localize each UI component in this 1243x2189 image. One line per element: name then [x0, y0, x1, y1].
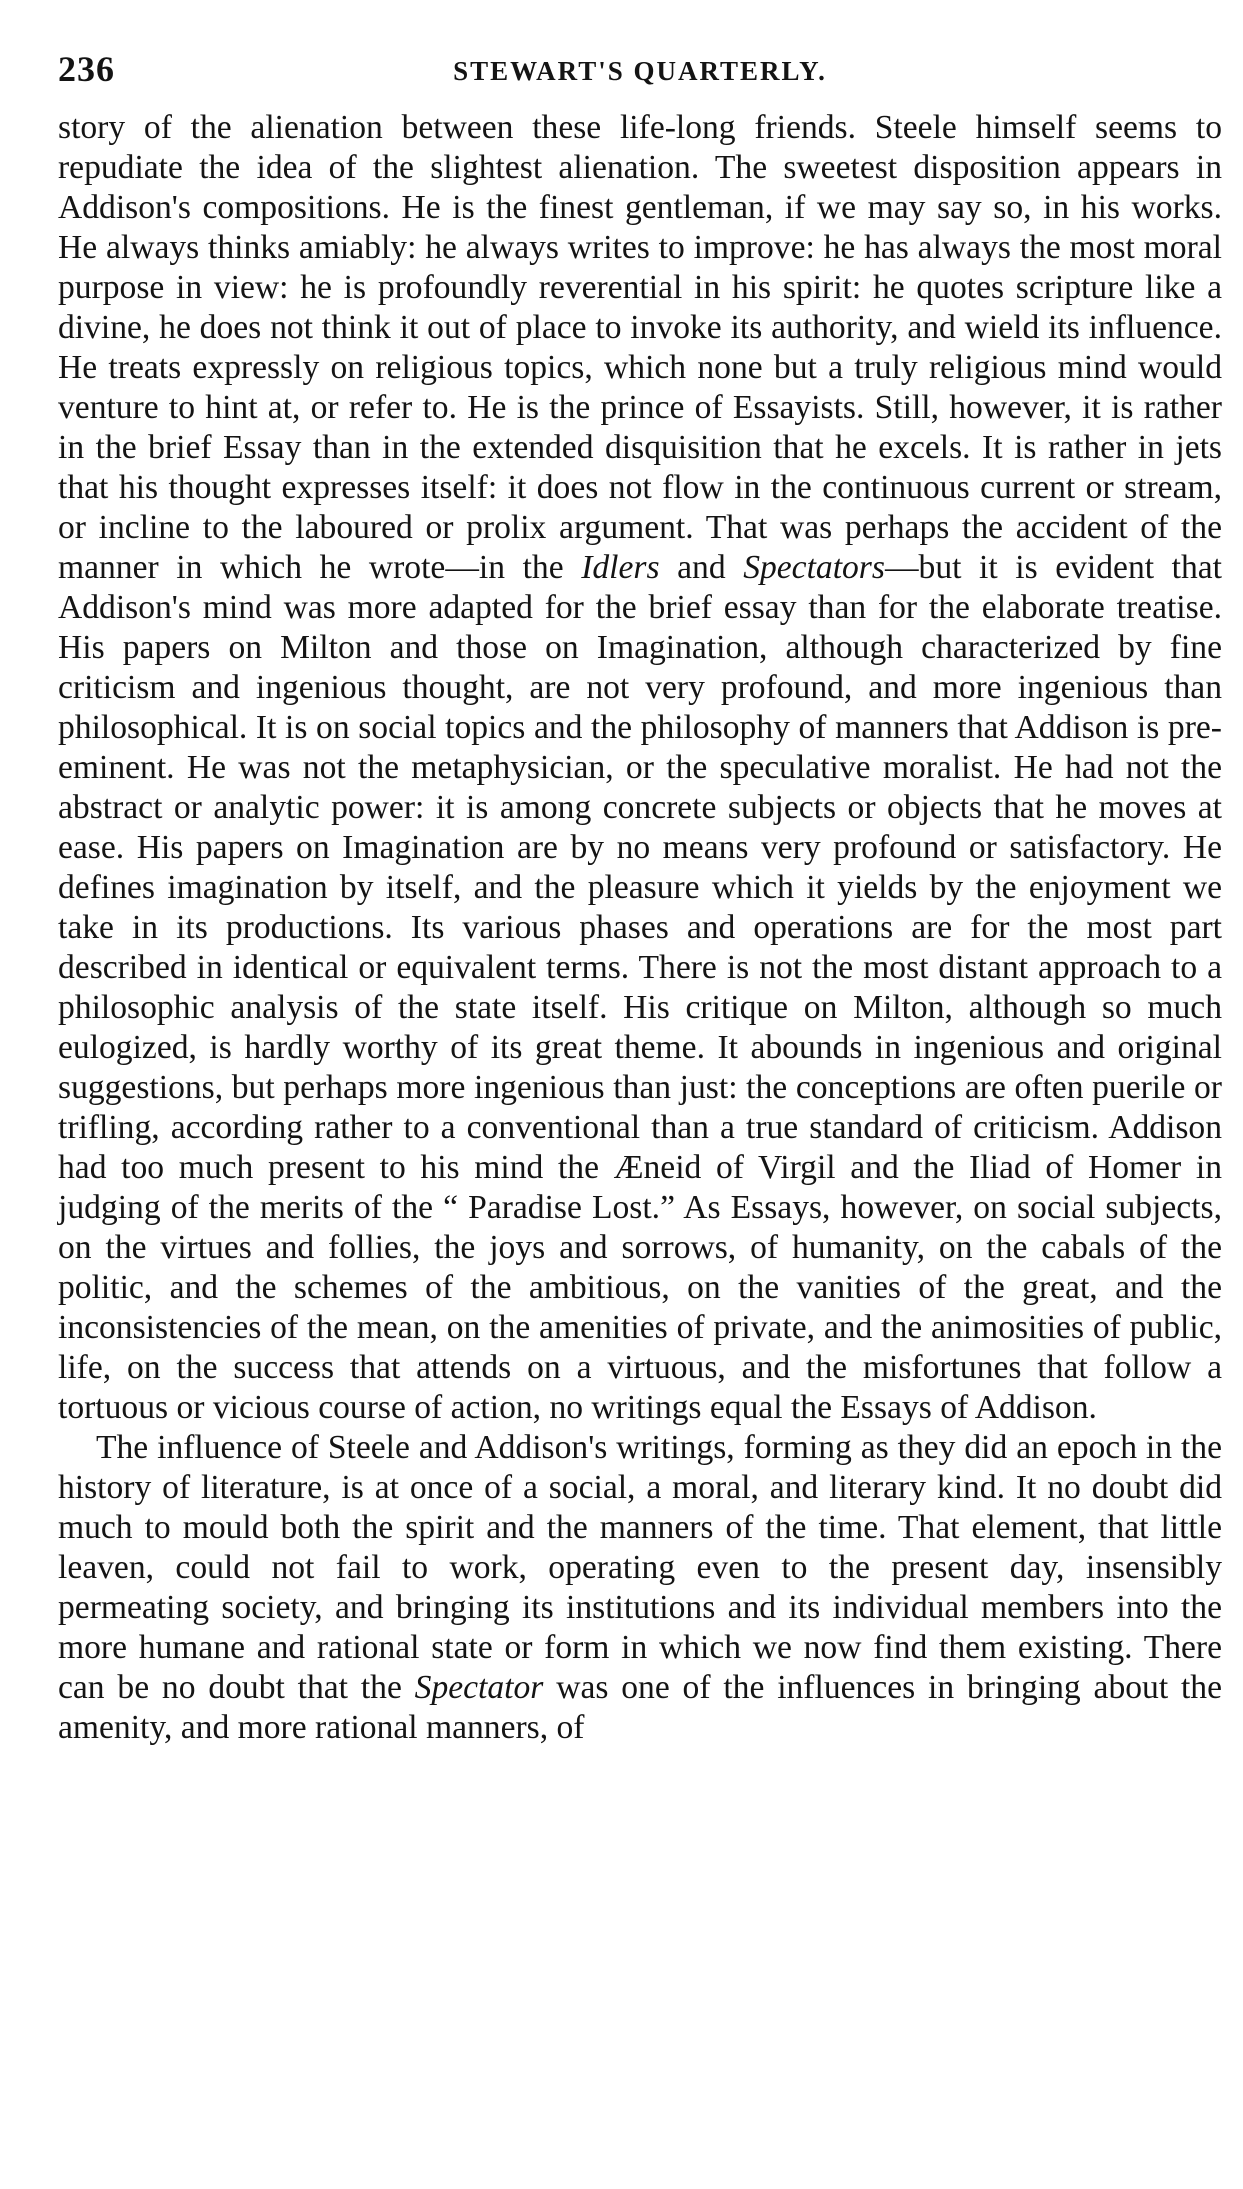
- document-page: [58, 48, 1222, 1748]
- italic-title-spectators: Spectators: [743, 549, 885, 586]
- body-text: [58, 108, 1222, 1748]
- paragraph-1-text: —but it is evident that Addison's mind was more adapted for the brief essay than for the elaborate treatise. His papers on Milton and those on Imagination, although characterized by fine criticism and ingenious thought, are not very profound, and more ingenious than philosophical. It is on social topics and the philosophy of manners that Addison is pre-eminent. He was not the metaphysician, or the speculative moralist. He had not the abstract or analytic power: it is among concrete subjects or objects that he moves at ease. His papers on Imagination are by no means very profound or satisfactory. He defines imagination by itself, and the pleasure which it yields by the enjoyment we take in its productions. Its various phases and operations are for the most part described in identical or equivalent terms. There is not the most distant approach to a philosophic analysis of the state itself. His critique on Milton, although so much eulogized, is hardly worthy of its great theme. It abounds in ingenious and original suggestions, but perhaps more ingenious than just: the conceptions are often puerile or trifling, according rather to a conventional than a true standard of criticism. Addison had too much present to his mind the Æneid of Virgil and the Iliad of Homer in judging of the merits of the “ Paradise Lost.” As Essays, however, on social subjects, on the virtues and follies, the joys and sorrows, of humanity, on the cabals of the politic, and the schemes of the ambitious, on the vanities of the great, and the inconsistencies of the mean, on the amenities of private, and the animosities of public, life, on the success that attends on a virtuous, and the misfortunes that follow a tortuous or vicious course of action, no writings equal the Essays of Addison.: [58, 549, 1222, 1426]
- paragraph-2: [58, 1428, 1222, 1748]
- paragraph-1-text: and: [659, 549, 744, 586]
- paragraph-1: [58, 108, 1222, 1428]
- running-head: [58, 48, 1222, 108]
- paragraph-1-text: story of the alienation between these life-long friends. Steele himself seems to repudiate the idea of the slightest alienation. The sweetest disposition appears in Addison's compositions. He is the finest gentleman, if we may say so, in his works. He always thinks amiably: he always writes to improve: he has always the most moral purpose in view: he is profoundly reverential in his spirit: he quotes scripture like a divine, he does not think it out of place to invoke its authority, and wield its influence. He treats expressly on religious topics, which none but a truly religious mind would venture to hint at, or refer to. He is the prince of Essayists. Still, however, it is rather in the brief Essay than in the extended disquisition that he excels. It is rather in jets that his thought expresses itself: it does not flow in the continuous current or stream, or incline to the laboured or prolix argument. That was perhaps the accident of the manner in which he wrote—in the: [58, 109, 1222, 586]
- running-title: STEWART'S QUARTERLY.: [453, 56, 827, 86]
- italic-title-idlers: Idlers: [581, 549, 660, 586]
- page-number: 236: [58, 49, 115, 89]
- paragraph-2-text: was one of the influences in bringing about the amenity, and more rational manners, of: [58, 1669, 1222, 1746]
- paragraph-2-text: The influence of Steele and Addison's writings, forming as they did an epoch in the history of literature, is at once of a social, a moral, and literary kind. It no doubt did much to mould both the spirit and the manners of the time. That element, that little leaven, could not fail to work, operating even to the present day, insensibly permeating society, and bringing its institutions and its individual members into the more humane and rational state or form in which we now find them existing. There can be no doubt that the: [58, 1429, 1222, 1706]
- italic-title-spectator: Spectator: [414, 1669, 544, 1706]
